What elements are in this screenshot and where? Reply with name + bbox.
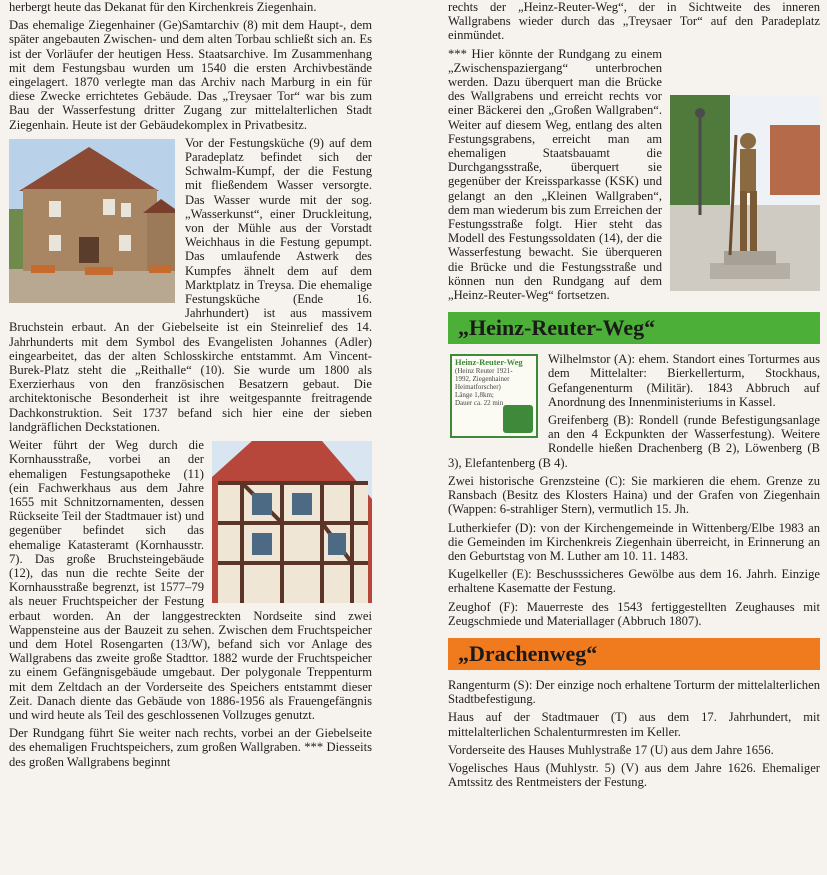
right-column	[448, 0, 820, 793]
paragraph-stadtmauer: Haus auf der Stadtmauer (T) aus dem 17. Jahrhundert, mit mittelalterlichen Schalenturmresten im Keller.	[448, 710, 820, 739]
paragraph-archiv: Das ehemalige Ziegenhainer (Ge)Samtarchiv (8) mit dem Haupt-, dem später angebauten Zwischen- und dem alten Torbau schließt sich an. Es ist der Vorläufer der heutigen Hess. Staatsarchive. Im Zusammenhang mit dem Festungsbau wurden um 1540 die ersten Archivbestände eingelagert. 1870 verlegte man das Archiv nach Marburg in ein für diese Zwecke errichtetes Gebäude. Das „Treysaer Tor“ war bis zum Bau der Wasserfestung dritter Zugang zur mittelalterlichen Stadt Ziegenhain. Heute ist der Gebäudekomplex in Privatbesitz.	[9, 18, 372, 132]
route-sign-emblem	[503, 405, 533, 433]
paragraph-top: rechts der „Heinz-Reuter-Weg“, der in Sichtweite des inneren Wallgrabens wieder durch das „Treysaer Tor“ auf den Paradeplatz einmündet.	[448, 0, 820, 43]
paragraph-lutherkiefer: Lutherkiefer (D): von der Kirchengemeinde in Wittenberg/Elbe 1983 an die Gemeinden im Kirchenkreis Ziegenhain überreicht, in Erinnerung an den Geburtstag von M. Luther am 10. 11. 1483.	[448, 520, 820, 563]
heading-heinz-reuter-weg	[448, 312, 820, 344]
heading-drachenweg	[448, 638, 820, 670]
route-sign-title: Heinz-Reuter-Weg	[455, 357, 523, 368]
paragraph-weg: Weiter führt der Weg durch die Kornhausstraße, vorbei an der ehemaligen Festungsapotheke (11) (ein Fachwerkhaus aus dem Jahre 1655 mit Schnitzornamenten, dessen Rückseite Teil der Stadtmauer ist) und gegenüber befindet sich das ehemalige Katasteramt (Kornhausstr. 7). Das große Bruchsteingebäude (12), das nun die rechte Seite der Kornhausstraße begrenzt, ist 1577–79 als neuer Fruchtspeicher der Festung erbaut worden. An der langgestreckten Nordseite sind zwei Wappensteine aus der Bauzeit zu sehen. Zwischen dem Fruchtspeicher und dem Hotel Rosengarten (13/W), befand sich vor Anlage des Wallgrabens das zweite große Stadttor. 1882 wurde der Fruchtspeicher zu einem Gefängnisgebäude umgebaut. Der polygonale Treppenturm mit dem Zeltdach an der Vorderseite des Speichers entstammt dieser Zeit. Danach diente das Gebäude von 1886-1956 als Frauengefängnis und wird heute als Teil des geschlossenen Vollzuges genutzt.	[9, 438, 372, 722]
route-sign: Heinz-Reuter-Weg (Heinz Reuter 1921- 1992, Ziegenhainer Heimatforscher) Länge 1,8km; Dauer ca. 22 min	[450, 354, 538, 438]
photo-festungssoldat	[670, 95, 820, 291]
photo-fachwerkhaus	[212, 441, 372, 603]
paragraph-rangenturm: Rangenturm (S): Der einzige noch erhaltene Torturm der mittelalterlichen Stadtbefestigung.	[448, 677, 820, 707]
paragraph-zwischenspaziergang: *** Hier könnte der Rundgang zu einem „Zwischenspaziergang“ unterbrochen werden. Dazu überquert man die Brücke des Wallgrabens und erreicht rechts vor einer Bäckerei den „Großen Wallgraben“. Weiter auf diesem Weg, entlang des alten Festungsgrabens, erreicht man am ehemaligen Staatsbauamt die Durchgangsstraße, überquert sie gegenüber der Kreissparkasse (KSK) und gelangt an den „Kleinen Wallgraben“, dem man wiederum bis zum Erreichen der Festungsstraße folgt. Hier steht das Modell des Festungssoldaten (14), der die Wasserfestung bewacht. Sie überqueren die Brücke und die Festungsstraße und können nun den Rundgang auf dem „Heinz-Reuter-Weg“ fortsetzen.	[448, 46, 663, 303]
left-column	[9, 0, 372, 773]
paragraph-wilhelmstor: Wilhelmstor (A): ehem. Standort eines Torturmes aus dem Mittelalter: Bierkellerturm, Stockhaus, Gefangenenturm (Militär). 1843 Abbruch auf Anordnung des Innenministeriums in Kassel.	[548, 352, 820, 409]
paragraph-muhlystrasse: Vorderseite des Hauses Muhlystraße 17 (U) aus dem Jahre 1656.	[448, 742, 774, 757]
paragraph-grenzsteine: Zwei historische Grenzsteine (C): Sie markieren die ehem. Grenze zu Ransbach (Besitz des Klosters Haina) und der Grafen von Ziegenhain (Wappen: 6-strahliger Stern), vermutlich 15. Jh.	[448, 473, 820, 517]
paragraph-zeughof: Zeughof (F): Mauerreste des 1543 fertiggestellten Zeughauses mit Zeugschmiede und Materiallager (Abbruch 1807).	[448, 599, 820, 628]
heading-drachenweg-text: „Drachenweg“	[458, 640, 598, 666]
paragraph-vogelisches-haus: Vogelisches Haus (Muhlystr. 5) (V) aus dem Jahre 1626. Ehemaliger Amtssitz des Rentmeisters der Festung.	[448, 760, 820, 790]
paragraph-kueche: Vor der Festungsküche (9) auf dem Paradeplatz befindet sich der Schwalm-Kumpf, der die Festung mit fließendem Wasser versorgte. Das Wasser wurde mit der sog. „Wasserkunst“, einer Druckleitung, von der Mühle aus der Vorstadt Weichhaus in die Festung gepumpt. Das umlaufende Astwerk des Kumpfes ähnelt dem auf dem Marktplatz in Treysa. Die ehemalige Festungsküche (Ende 16. Jahrhundert) ist aus massivem Bruchstein erbaut. An der Giebelseite ist ein Steinrelief des 14. Jahrhunderts mit dem Symbol des Evangelisten Johannes (Adler) eingearbeitet, das der alten Schlosskirche entstammt. Am Vincent-Burek-Platz steht die „Reithalle“ (10). Sie wurde um 1800 als Exerzierhaus von den französischen Besatzern gebaut. Die architektonische Besonderheit ist ihre weitgespannte freitragende Dachkonstruktion. Seit 1737 befand sich hier eine der sieben landgräflichen Deckstationen.	[9, 135, 372, 434]
heading-heinz-reuter-weg-text: „Heinz-Reuter-Weg“	[458, 315, 656, 341]
paragraph-greifenberg: Greifenberg (B): Rondell (runde Befestigungsanlage an den 4 Eckpunkten der Wasserfestung). Weitere Rondelle hießen Drachenberg (B 2), Löwenberg (B 3), Elefantenberg (B 4).	[448, 413, 820, 470]
photo-festungskueche	[9, 139, 175, 303]
paragraph-intro: herbergt heute das Dekanat für den Kirchenkreis Ziegenhain.	[9, 0, 317, 14]
paragraph-kugelkeller: Kugelkeller (E): Beschusssicheres Gewölbe aus dem 16. Jahrh. Einzige erhaltene Kasematte der Festung.	[448, 567, 820, 596]
paragraph-rundgang: Der Rundgang führt Sie weiter nach rechts, vorbei an der Giebelseite des ehemaligen Fruchtspeichers, zum großen Wallgraben. *** Diesseits des großen Wallgrabens beginnt	[9, 726, 372, 769]
